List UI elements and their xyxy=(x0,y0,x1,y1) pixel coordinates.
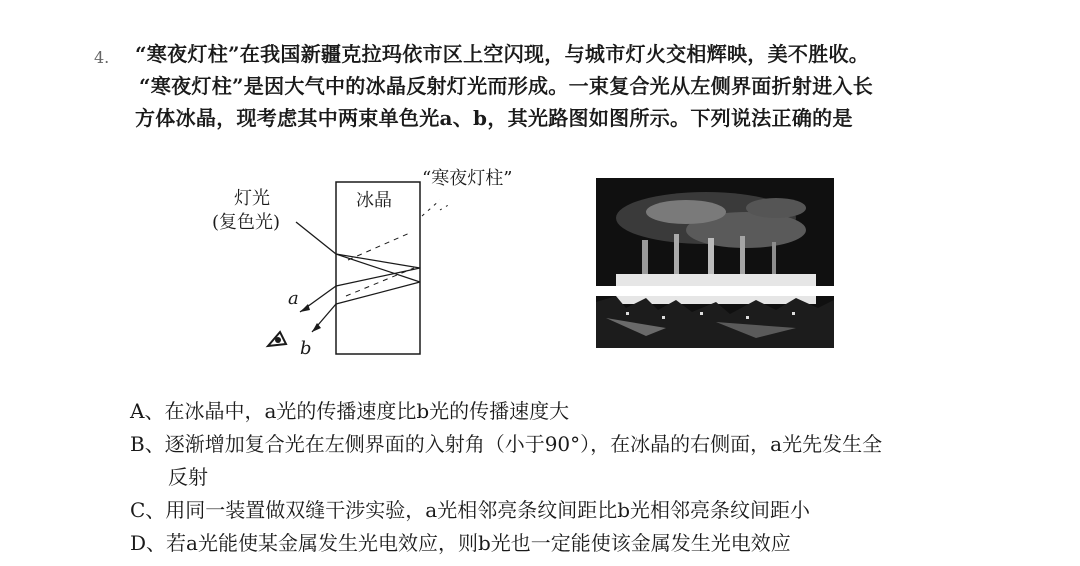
stem-line-2: “寒夜灯柱”是因大气中的冰晶反射灯光而形成。一束复合光从左侧界面折射进入长 xyxy=(139,74,874,98)
question-number: 4. xyxy=(94,48,110,67)
ray-b-label: b xyxy=(300,338,312,359)
dashed-normal-1 xyxy=(348,232,412,260)
option-c[interactable]: C、用同一装置做双缝干涉实验，a光相邻亮条纹间距比b光相邻亮条纹间距小 xyxy=(130,498,811,522)
option-b-continuation: 反射 xyxy=(168,465,208,489)
incident-ray xyxy=(296,222,336,254)
option-d[interactable]: D、若a光能使某金属发生光电效应，则b光也一定能使该金属发生光电效应 xyxy=(130,531,791,555)
composite-light-label: (复色光) xyxy=(212,212,281,233)
ray-b-inside-2 xyxy=(336,282,420,304)
ray-b-arrow xyxy=(312,323,321,332)
stem-line-1: “寒夜灯柱”在我国新疆克拉玛依市区上空闪现，与城市灯火交相辉映，美不胜收。 xyxy=(135,42,870,66)
stem-line-3: 方体冰晶，现考虑其中两束单色光a、b，其光路图如图所示。下列说法正确的是 xyxy=(135,106,853,130)
light-label: 灯光 xyxy=(234,188,270,209)
eye-icon xyxy=(268,332,286,346)
dashed-exit-1 xyxy=(422,200,440,216)
answer-options xyxy=(130,395,1010,560)
question-stem xyxy=(135,38,955,134)
option-b[interactable]: B、逐渐增加复合光在左侧界面的入射角（小于90°），在冰晶的右侧面，a光先发生全 xyxy=(130,432,883,456)
light-path-diagram xyxy=(200,160,560,360)
ray-a-label: a xyxy=(288,288,299,309)
pillar-label: “寒夜灯柱” xyxy=(422,168,513,189)
dashed-exit-2 xyxy=(440,204,450,210)
cold-night-light-pillar-photo xyxy=(596,178,834,348)
ray-a-inside-1 xyxy=(336,254,420,268)
crystal-label: 冰晶 xyxy=(356,190,392,211)
option-a[interactable]: A、在冰晶中，a光的传播速度比b光的传播速度大 xyxy=(130,399,570,423)
ray-b-inside-1 xyxy=(336,254,420,282)
